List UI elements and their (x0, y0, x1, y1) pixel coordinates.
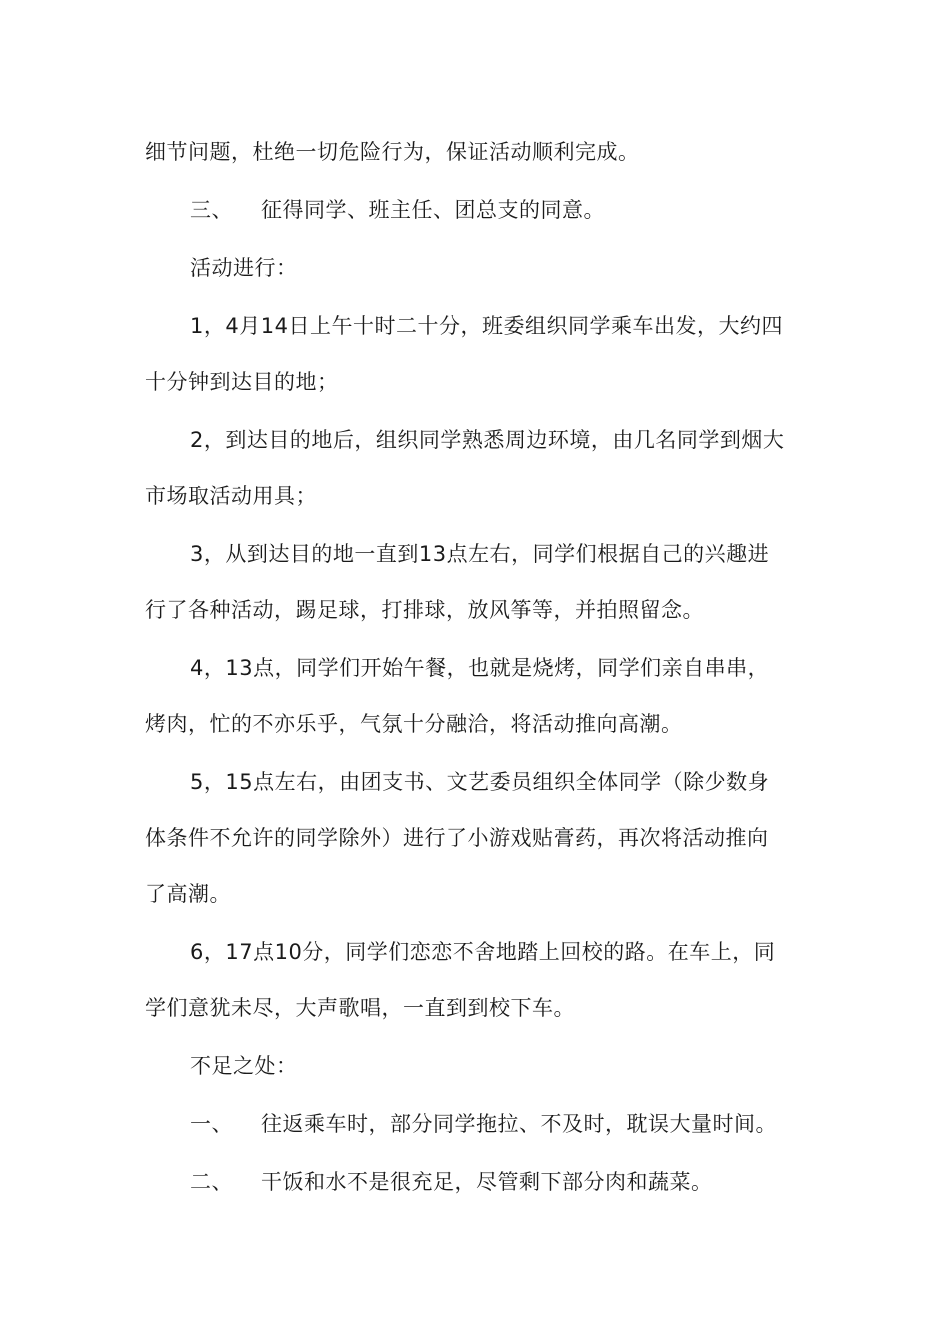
section-heading (190, 196, 860, 224)
text-line: 十分钟到达目的地； (145, 370, 339, 394)
text-line: 1，4月14日上午十时二十分，班委组织同学乘车出发，大约四 (190, 314, 783, 338)
list-number: 二、 (190, 1170, 233, 1194)
text-line: 学们意犹未尽，大声歌唱，一直到到校下车。 (145, 996, 575, 1020)
text-line: 细节问题，杜绝一切危险行为，保证活动顺利完成。 (145, 140, 640, 164)
section-heading: 活动进行： (190, 256, 298, 280)
text-line: 2，到达目的地后，组织同学熟悉周边环境，由几名同学到烟大 (190, 428, 785, 452)
text-line: 了高潮。 (145, 882, 231, 906)
text-line: 烤肉，忙的不亦乐乎，气氛十分融洽，将活动推向高潮。 (145, 712, 683, 736)
text-line: 5，15点左右，由团支书、文艺委员组织全体同学（除少数身 (190, 770, 770, 794)
text-line: 体条件不允许的同学除外）进行了小游戏贴膏药，再次将活动推向 (145, 826, 769, 850)
section-heading: 不足之处： (190, 1054, 298, 1078)
list-text: 干饭和水不是很充足，尽管剩下部分肉和蔬菜。 (261, 1170, 713, 1194)
text-line: 4，13点，同学们开始午餐，也就是烧烤，同学们亲自串串， (190, 656, 770, 680)
text-line: 3，从到达目的地一直到13点左右，同学们根据自己的兴趣进 (190, 542, 770, 566)
list-item (190, 1168, 860, 1196)
text-line: 市场取活动用具； (145, 484, 317, 508)
section-number: 三、 (190, 198, 233, 222)
text-line: 行了各种活动，踢足球，打排球，放风筝等，并拍照留念。 (145, 598, 704, 622)
section-text: 征得同学、班主任、团总支的同意。 (261, 198, 605, 222)
list-item (190, 1110, 860, 1138)
list-text: 往返乘车时，部分同学拖拉、不及时，耽误大量时间。 (261, 1112, 777, 1136)
list-number: 一、 (190, 1112, 233, 1136)
text-line: 6，17点10分，同学们恋恋不舍地踏上回校的路。在车上，同 (190, 940, 776, 964)
